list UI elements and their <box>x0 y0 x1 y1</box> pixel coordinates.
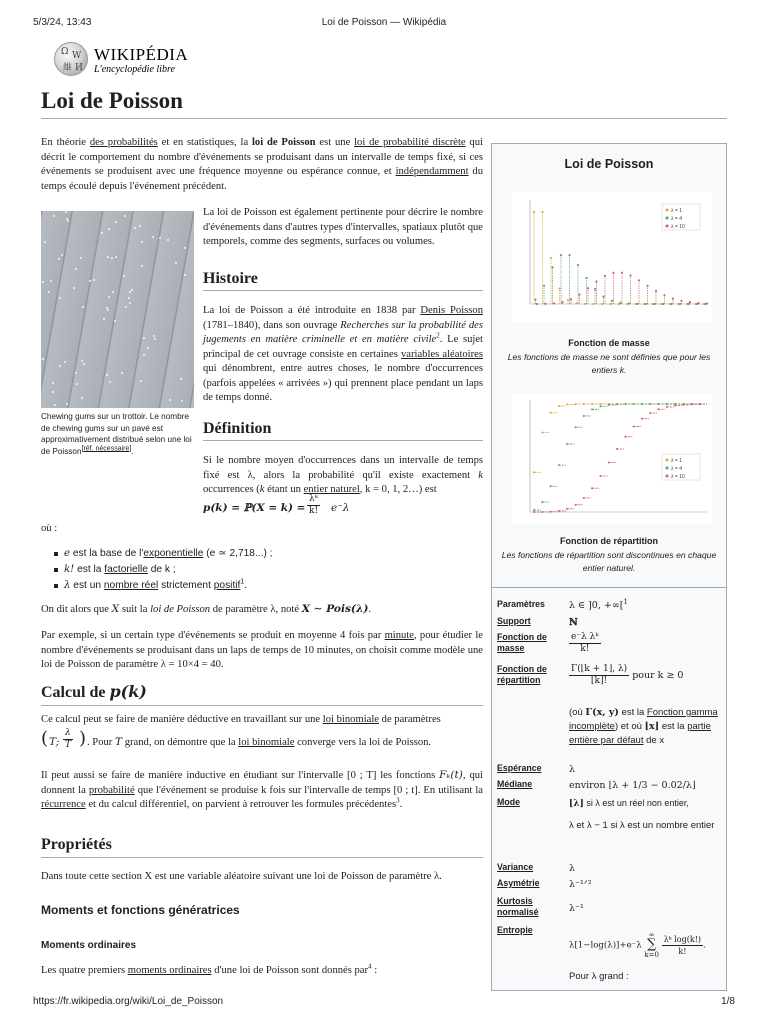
infobox-row-repartition: Fonction de répartition $\frac{\Gamma(⌊k + 1⌋, \lambda)}{⌊k⌋!}$ pour k ≥ 0 <box>497 664 684 686</box>
gum-spot <box>114 320 116 322</box>
gum-spot <box>141 241 143 243</box>
gum-spot <box>140 380 142 382</box>
link-fonction-gamma-incomplete[interactable]: Fonction gamma incomplète <box>569 707 718 732</box>
cdf-point <box>558 464 560 466</box>
pmf-point <box>655 290 657 292</box>
calcul-paragraph-1-cont: ( T; $\frac{\lambda}{T}$ ) . Pour T grand, on démontre que la loi binomiale converge vers la loi de Poisson. <box>41 728 432 750</box>
gum-spot <box>81 397 83 399</box>
gum-spot <box>42 281 44 283</box>
cdf-point <box>658 403 660 405</box>
infobox-row-entropie: Entropie λ[1−log(λ)]+e⁻λ ∞ ∑ k=0 $\frac{\text{λᵏ log(k!)}}{k!}$ . <box>497 925 706 959</box>
pmf-point <box>619 302 621 304</box>
puzzle-globe-icon: Ω W 維 И <box>54 42 88 76</box>
cdf-point <box>541 501 543 503</box>
list-item: e est la base de l'exponentielle (e ≃ 2,718...) ; <box>52 546 482 562</box>
gum-spot <box>184 247 186 249</box>
gum-spot <box>124 215 126 217</box>
gum-spot <box>180 378 182 380</box>
cdf-point <box>583 415 585 417</box>
gum-spot <box>53 215 55 217</box>
gum-spot <box>75 372 77 374</box>
legend-label: λ = 10 <box>671 224 685 230</box>
pmf-point <box>689 301 691 303</box>
pmf-point <box>687 303 689 305</box>
pmf-point <box>645 303 647 305</box>
gum-spot <box>112 291 114 293</box>
figure-caption: Chewing gums sur un trottoir. Le nombre de chewing gums sur un pavé est approximativement distribué selon une loi de Poisson[réf. nécessaire]. <box>41 412 192 456</box>
gum-spot <box>103 318 105 320</box>
pmf-point <box>672 297 674 299</box>
gum-spot <box>58 258 60 260</box>
section-heading-definition: Définition <box>203 422 483 441</box>
pmf-point <box>663 294 665 296</box>
print-datetime: 5/3/24, 13:43 <box>33 17 92 28</box>
pmf-point <box>567 299 569 301</box>
infobox-row-kurtosis: Kurtosis normalisé λ⁻¹ <box>497 896 584 917</box>
cdf-chart-image[interactable] <box>512 394 712 524</box>
figure-chewing-gums <box>41 211 194 457</box>
intro-paragraph-2: La loi de Poisson est également pertinente pour décrire le nombre d'événements dans d'autres types d'intervalles, spatiaux plutôt que temporels, comme des segments, surfaces ou volumes. <box>203 207 483 247</box>
infobox-separator <box>492 587 726 588</box>
gum-spot <box>83 363 85 365</box>
histoire-paragraph: La loi de Poisson a été introduite en 1838 par Denis Poisson (1781–1840), dans son ouvrage Recherches sur la probabilité des jugements en matière criminelle et en matière civile$^2$. Le sujet principal de cet ouvrage consiste en certaines variables aléatoires qui dénombrent, entre autres choses, le nombre d'occurrences (parfois appelées « arrivées ») qui prennent place pendant un laps de temps donné. <box>203 305 484 403</box>
link-entier-naturel[interactable]: entier naturel <box>303 484 360 495</box>
link-partie-entiere[interactable]: partie entière par défaut <box>569 721 711 746</box>
link-moments-ordinaires[interactable]: moments ordinaires <box>127 965 212 976</box>
pmf-point <box>636 303 638 305</box>
cdf-point <box>550 511 552 513</box>
gum-spot <box>106 307 108 309</box>
gum-spot <box>66 218 68 220</box>
link-exponentielle[interactable]: exponentielle <box>143 548 204 559</box>
pmf-point <box>551 266 553 268</box>
gum-spot <box>50 280 52 282</box>
gum-spot <box>59 297 61 299</box>
cdf-point <box>641 418 643 420</box>
legend-label: λ = 1 <box>671 458 682 464</box>
list-item: λ est un nombre réel strictement positif$^1$. <box>52 578 482 594</box>
gum-spot <box>42 358 44 360</box>
subsubsection-heading-moments-ordinaires: Moments ordinaires <box>41 940 137 951</box>
page-title: Loi de Poisson <box>41 88 727 119</box>
gum-spot <box>125 306 127 308</box>
pmf-point <box>534 298 536 300</box>
gum-spot <box>134 227 136 229</box>
gum-spot <box>75 268 77 270</box>
gum-spot <box>93 279 95 281</box>
gum-spot <box>65 211 67 213</box>
gum-spot <box>80 257 82 259</box>
cdf-point <box>583 497 585 499</box>
gum-spot <box>129 302 131 304</box>
pmf-point <box>553 302 555 304</box>
logo-tagline: L'encyclopédie libre <box>94 64 175 75</box>
definition-bullet-list <box>52 546 482 594</box>
print-footer <box>33 996 735 1010</box>
pmf-point <box>662 303 664 305</box>
gum-spot <box>111 257 113 259</box>
legend-label: λ = 4 <box>671 216 682 222</box>
legend-marker <box>666 209 669 212</box>
link-fonction-de-repartition[interactable]: Fonction de répartition <box>497 664 547 685</box>
pmf-point <box>585 277 587 279</box>
gum-spot <box>184 274 186 276</box>
cdf-caption-title: Fonction de répartition <box>560 536 658 546</box>
gum-spot <box>159 237 161 239</box>
link-esperance[interactable]: Espérance <box>497 763 542 773</box>
gum-spot <box>121 372 123 374</box>
gum-spot <box>153 335 155 337</box>
link-recurrence[interactable]: récurrence <box>41 799 86 810</box>
proprietes-paragraph: Dans toute cette section X est une variable aléatoire suivant une loi de Poisson de paramètre λ. <box>41 871 442 882</box>
pmf-point <box>604 275 606 277</box>
gum-spot <box>129 291 131 293</box>
gum-spot <box>115 256 117 258</box>
cdf-point <box>682 404 684 406</box>
pmf-point <box>611 300 613 302</box>
link-minute[interactable]: minute <box>384 630 414 641</box>
legend-label: λ = 1 <box>671 208 682 214</box>
print-url: https://fr.wikipedia.org/wiki/Loi_de_Poisson <box>33 996 224 1007</box>
pmf-point <box>541 211 543 213</box>
cdf-point <box>608 404 610 406</box>
gum-spot <box>169 399 171 401</box>
lead-paragraph: En théorie des probabilités et en statistiques, la loi de Poisson est une loi de probabilité discrète qui décrit le comportement du nombre d'événements se produisant dans un intervalle de temps fixé, si ces événements se produisent avec une fréquence moyenne ou espérance connue, et indépendamment du temps écoulé depuis l'événement précédent. <box>41 137 483 192</box>
pmf-point <box>621 272 623 274</box>
gum-spot <box>67 220 69 222</box>
gum-spot <box>154 338 156 340</box>
cdf-point <box>591 487 593 489</box>
pmf-point <box>561 301 563 303</box>
gum-spot <box>66 403 68 405</box>
gum-spot <box>128 297 130 299</box>
cdf-point <box>591 409 593 411</box>
cdf-point <box>575 504 577 506</box>
infobox: Loi de Poisson λ = 1 λ = 4 λ = 10 Fonction de masse Les fonctions de masse ne sont définies que pour les entiers k. λ = 1 λ = 4 λ = 10 Fonction de répartition Les fonctions de répartition sont discontinues en chaque entier naturel. Paramètres λ ∈ ]0, +∞[$^1$ Support ℕ Fonction de masse $\frac{\text{e⁻λ λᵏ}}{k!}$ Fonction de répartition $\frac{\Gamma(⌊k + 1⌋, \lambda)}{⌊k⌋!}$ pour k ≥ 0 (où Γ(x, y) est la Fonction gamma incomplète) et où ⌊x⌋ est la partie entière par défaut de x Espérance λ Médiane environ ⌊λ + 1/3 − 0.02/λ⌋ Mode ⌊λ⌋ si λ est un réel non entier, λ et λ − 1 si λ est un nombre entier Variance λ Asymétrie λ⁻¹ᐟ² Kurtosis normalisé λ⁻¹ Entropie λ[1−log(λ)]+e⁻λ ∞ ∑ k=0 $\frac{\text{λᵏ log(k!)}}{k!}$ . Pour λ grand : <box>491 143 727 991</box>
cdf-point <box>633 426 635 428</box>
link-asymetrie[interactable]: Asymétrie <box>497 878 540 888</box>
pmf-point <box>670 303 672 305</box>
link-probabilite[interactable]: probabilité <box>88 784 135 796</box>
link-mediane[interactable]: Médiane <box>497 779 533 789</box>
pmf-point <box>536 303 538 305</box>
link-loi-discrete[interactable]: loi de probabilité discrète <box>354 137 466 148</box>
link-variables-aleatoires[interactable]: variables aléatoires <box>401 348 483 360</box>
gum-spot <box>152 236 154 238</box>
ref-necessaire-link[interactable]: [réf. nécessaire] <box>81 444 132 452</box>
subsection-heading-moments: Moments et fonctions génératrices <box>41 903 240 917</box>
cdf-point <box>624 436 626 438</box>
cdf-point <box>541 511 543 513</box>
pmf-point <box>544 303 546 305</box>
gum-spot <box>54 404 56 406</box>
cdf-point <box>649 412 651 414</box>
cdf-point <box>575 403 577 405</box>
cdf-point <box>658 408 660 410</box>
cdf-point <box>558 510 560 512</box>
gum-spot <box>52 382 54 384</box>
pmf-caption: Les fonctions de masse ne sont définies que pour les entiers k. <box>507 352 711 375</box>
example-paragraph: Par exemple, si un certain type d'événements se produit en moyenne 4 fois par minute, pour étudier le nombre d'événements se produisant dans un laps de temps de 10 minutes, on choisit comme modèle une loi de Poisson de paramètre λ = 10×4 = 40. <box>41 630 483 670</box>
pmf-point <box>577 264 579 266</box>
pmf-point <box>679 303 681 305</box>
pmf-point <box>680 300 682 302</box>
pmf-point <box>601 303 603 305</box>
gum-spot <box>59 365 61 367</box>
cdf-point <box>599 405 601 407</box>
cdf-point <box>649 403 651 405</box>
legend-label: λ = 4 <box>671 466 682 472</box>
pmf-point <box>560 254 562 256</box>
gum-spot <box>89 280 91 282</box>
pavement-photo[interactable] <box>41 211 194 408</box>
cdf-point <box>666 403 668 405</box>
cdf-point <box>533 509 535 511</box>
print-title: Loi de Poisson — Wikipédia <box>321 17 447 28</box>
pmf-point <box>646 285 648 287</box>
cdf-point <box>591 403 593 405</box>
gum-spot <box>61 254 63 256</box>
gum-spot <box>181 400 183 402</box>
gum-spot <box>107 309 109 311</box>
pmf-point <box>533 211 535 213</box>
gum-spot <box>64 361 66 363</box>
cdf-point <box>558 405 560 407</box>
pmf-point <box>570 298 572 300</box>
link-denis-poisson[interactable]: Denis Poisson <box>420 305 484 316</box>
pmf-point <box>578 293 580 295</box>
gum-spot <box>147 347 149 349</box>
gum-spot <box>101 232 103 234</box>
pmf-chart-image[interactable] <box>512 192 712 322</box>
gum-spot <box>76 383 78 385</box>
cdf-point <box>599 475 601 477</box>
infobox-row-mode: Mode ⌊λ⌋ si λ est un réel non entier, λ et λ − 1 si λ est un nombre entier <box>497 797 715 831</box>
link-fonction-de-masse[interactable]: Fonction de masse <box>497 632 547 653</box>
gum-spot <box>175 262 177 264</box>
cdf-point <box>691 403 693 405</box>
pmf-point <box>628 302 630 304</box>
legend-label: λ = 10 <box>671 474 685 480</box>
pmf-point <box>612 272 614 274</box>
link-loi-binomiale-2[interactable]: loi binomiale <box>238 737 295 748</box>
pmf-point <box>558 288 560 290</box>
cdf-point <box>583 403 585 405</box>
gum-spot <box>143 354 145 356</box>
gum-spot <box>131 289 133 291</box>
cdf-point <box>616 448 618 450</box>
pmf-point <box>602 295 604 297</box>
gum-spot <box>44 241 46 243</box>
pmf-point <box>587 287 589 289</box>
section-heading-calcul: Calcul de p(k) <box>41 682 483 706</box>
legend-marker <box>666 217 669 220</box>
pmf-point <box>653 303 655 305</box>
pmf-point <box>595 280 597 282</box>
definition-paragraph: Si le nombre moyen d'occurrences dans un intervalle de temps fixé est λ, alors la probabilité qu'il existe exactement k occurrences (k étant un entier naturel, k = 0, 1, 2…) est <box>203 455 483 495</box>
infobox-row-masse: Fonction de masse $\frac{\text{e⁻λ λᵏ}}{k!}$ <box>497 632 599 654</box>
notation-paragraph: On dit alors que X suit la loi de Poisson de paramètre λ, noté X ∼ Pois(λ). <box>41 603 372 615</box>
pmf-point <box>629 274 631 276</box>
cdf-point <box>533 471 535 473</box>
link-support[interactable]: Support <box>497 616 531 626</box>
pmf-point <box>594 288 596 290</box>
legend-marker <box>666 225 669 228</box>
cdf-point <box>575 426 577 428</box>
cdf-point <box>699 403 701 405</box>
pmf-point <box>584 303 586 305</box>
section-heading-proprietes: Propriétés <box>41 836 483 858</box>
infobox-row-repartition-note: (où Γ(x, y) est la Fonction gamma incomplète) et où ⌊x⌋ est la partie entière par défaut de x <box>569 707 718 746</box>
gum-spot <box>82 306 84 308</box>
cdf-point <box>674 405 676 407</box>
link-entropie[interactable]: Entropie <box>497 925 533 935</box>
link-independamment[interactable]: indépendamment <box>395 166 469 177</box>
link-variance[interactable]: Variance <box>497 862 534 872</box>
moments-paragraph: Les quatre premiers moments ordinaires d'une loi de Poisson sont donnés par$^4$ : <box>41 962 378 976</box>
legend-marker <box>666 475 669 478</box>
gum-spot <box>141 265 143 267</box>
pmf-point <box>550 257 552 259</box>
link-loi-binomiale[interactable]: loi binomiale <box>322 714 379 725</box>
calcul-paragraph-1: Ce calcul peut se faire de manière déductive en travaillant sur une loi binomiale de paramètres <box>41 714 441 725</box>
pmf-point <box>638 279 640 281</box>
legend-marker <box>666 459 669 462</box>
cdf-point <box>633 403 635 405</box>
cdf-point <box>666 406 668 408</box>
cdf-point <box>616 403 618 405</box>
cdf-caption: Les fonctions de répartition sont discontinues en chaque entier naturel. <box>501 550 717 573</box>
gum-spot <box>73 287 75 289</box>
print-page-number: 1/8 <box>721 996 735 1007</box>
gum-spot <box>143 337 145 339</box>
cdf-point <box>599 403 601 405</box>
gum-spot <box>81 360 83 362</box>
gum-spot <box>107 256 109 258</box>
gum-spot <box>109 381 111 383</box>
gum-spot <box>167 239 169 241</box>
infobox-title: Loi de Poisson <box>564 157 654 171</box>
gum-spot <box>48 291 50 293</box>
link-probabilites[interactable]: des probabilités <box>89 137 158 148</box>
cdf-point <box>550 412 552 414</box>
pmf-point <box>543 285 545 287</box>
section-heading-histoire: Histoire <box>203 272 483 291</box>
cdf-point <box>541 432 543 434</box>
cdf-point <box>566 403 568 405</box>
calcul-paragraph-2: Il peut aussi se faire de manière inductive en étudiant sur l'intervalle [0 ; T] les fonctions Fₖ(t), qui donnent la probabilité que l'événement se produise k fois sur l'intervalle de temps [0 ; t]. En utilisant la récurrence et du calcul différentiel, on parvient à retrouver les formules précédentes$^3$. <box>41 769 483 810</box>
print-header <box>33 17 735 31</box>
cdf-point <box>550 485 552 487</box>
pmf-point <box>575 302 577 304</box>
gum-spot <box>106 374 108 376</box>
pmf-point <box>568 254 570 256</box>
poisson-pmf-formula: p(k) = ℙ(X = k) = $\frac{\text{λᵏ}}{k!}$ e⁻λ <box>203 494 350 516</box>
gum-spot <box>123 275 125 277</box>
cdf-point <box>641 403 643 405</box>
link-nombre-reel[interactable]: nombre réel <box>103 580 159 591</box>
pmf-caption-title: Fonction de masse <box>568 338 650 348</box>
gum-spot <box>52 391 54 393</box>
cdf-point <box>624 403 626 405</box>
cdf-point <box>566 508 568 510</box>
ou-label: où : <box>41 523 58 534</box>
gum-spot <box>108 228 110 230</box>
gum-spot <box>139 225 141 227</box>
pmf-point <box>592 303 594 305</box>
pmf-point <box>697 302 699 304</box>
link-positif[interactable]: positif <box>213 580 241 591</box>
legend-marker <box>666 467 669 470</box>
cdf-point <box>566 443 568 445</box>
cdf-point <box>608 462 610 464</box>
gum-spot <box>115 221 117 223</box>
cdf-point <box>533 511 535 513</box>
pmf-point <box>609 303 611 305</box>
gum-spot <box>108 296 110 298</box>
pmf-point <box>706 302 708 304</box>
logo-wordmark: WIKIPÉDIA <box>94 45 189 64</box>
link-kurtosis[interactable]: Kurtosis normalisé <box>497 896 539 917</box>
list-item: k! est la factorielle de k ; <box>52 562 482 578</box>
link-mode[interactable]: Mode <box>497 797 520 807</box>
link-factorielle[interactable]: factorielle <box>104 564 148 575</box>
